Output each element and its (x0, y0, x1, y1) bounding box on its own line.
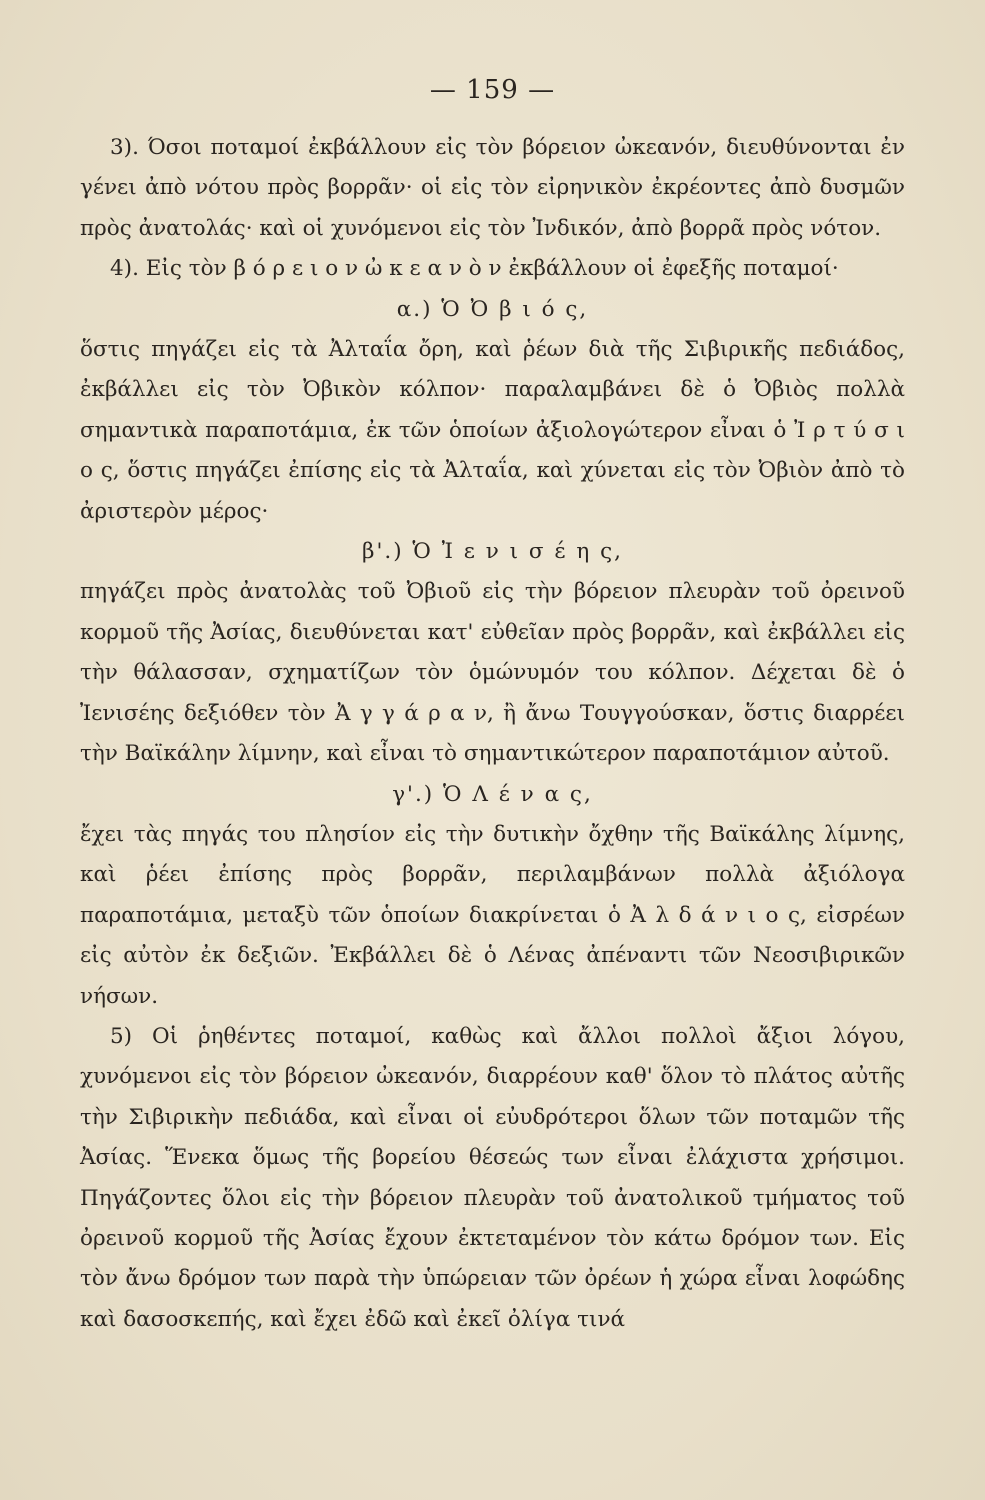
paragraph-lena: ἔχει τὰς πηγάς του πλησίον εἰς τὴν δυτικὴν ὄχθην τῆς Βαϊκάλης λίμνης, καὶ ῥέει ἐπίσης πρὸς βορρᾶν, περιλαμβάνων πολλὰ ἀξιόλογα παραποτάμια, μεταξὺ τῶν ὁποίων διακρίνεται ὁ Ἀ λ δ ά ν ι ο ς, εἰσρέων εἰς αὐτὸν ἐκ δεξιῶν. Ἐκβάλλει δὲ ὁ Λένας ἀπέναντι τῶν Νεοσιβιρικῶν νήσων. (80, 821, 905, 1009)
heading-obi: α.) Ὁ Ὀ β ι ό ς, (396, 296, 589, 322)
page-number: — 159 — (429, 75, 556, 105)
heading-yenisei: β'.) Ὁ Ἰ ε ν ι σ έ η ς, (362, 539, 623, 565)
paragraph-obi: ὅστις πηγάζει εἰς τὰ Ἀλταΐα ὄρη, καὶ ῥέων διὰ τῆς Σιβιρικῆς πεδιάδος, ἐκβάλλει εἰς τὸν Ὀβικὸν κόλπον· παραλαμβάνει δὲ ὁ Ὀβιὸς πολλὰ σημαντικὰ παραποτάμια, ἐκ τῶν ὁποίων ἀξιολογώτερον εἶναι ὁ Ἰ ρ τ ύ σ ι ο ς, ὅστις πηγάζει ἐπίσης εἰς τὰ Ἀλταΐα, καὶ χύνεται εἰς τὸν Ὀβιὸν ἀπὸ τὸ ἀριστερὸν μέρος· (80, 337, 905, 524)
paragraph-4: 4). Εἰς τὸν β ό ρ ε ι ο ν ὠ κ ε α ν ὸ ν ἐκβάλλουν οἱ ἐφεξῆς ποταμοί· (110, 256, 839, 282)
page-text (80, 128, 905, 1340)
heading-lena: γ'.) Ὁ Λ έ ν α ς, (392, 781, 593, 807)
paragraph-yenisei: πηγάζει πρὸς ἀνατολὰς τοῦ Ὀβιοῦ εἰς τὴν βόρειον πλευρὰν τοῦ ὀρεινοῦ κορμοῦ τῆς Ἀσίας, διευθύνεται κατ' εὐθεῖαν πρὸς βορρᾶν, καὶ ἐκβάλλει εἰς τὴν θάλασσαν, σχηματίζων τὸν ὁμώνυμόν του κόλπον. Δέχεται δὲ ὁ Ἰενισέης δεξιόθεν τὸν Ἀ γ γ ά ρ α ν, ἢ ἄνω Τουγγούσκαν, ὅστις διαρρέει τὴν Βαϊκάλην λίμνην, καὶ εἶναι τὸ σημαντικώτερον παραποτάμιον αὐτοῦ. (80, 579, 905, 767)
paragraph-5: 5) Οἱ ῥηθέντες ποταμοί, καθὼς καὶ ἄλλοι πολλοὶ ἄξιοι λόγου, χυνόμενοι εἰς τὸν βόρειον ὠκεανόν, διαρρέουν καθ' ὅλον τὸ πλάτος αὐτῆς τὴν Σιβιρικὴν πεδιάδα, καὶ εἶναι οἱ εὐυδρότεροι ὅλων τῶν ποταμῶν τῆς Ἀσίας. Ἕνεκα ὅμως τῆς βορείου θέσεώς των εἶναι ἐλάχιστα χρήσιμοι. Πηγάζοντες ὅλοι εἰς τὴν βόρειον πλευρὰν τοῦ ἀνατολικοῦ τμήματος τοῦ ὀρεινοῦ κορμοῦ τῆς Ἀσίας ἔχουν ἐκτεταμένον τὸν κάτω δρόμον των. Εἰς τὸν ἄνω δρόμον των παρὰ τὴν ὑπώρειαν τῶν ὀρέων ἡ χώρα εἶναι λοφώδης καὶ δασοσκεπής, καὶ ἔχει ἐδῶ καὶ ἐκεῖ ὀλίγα τινά (80, 1023, 905, 1332)
paragraph-3: 3). Όσοι ποταμοί ἐκβάλλουν εἰς τὸν βόρειον ὠκεανόν, διευθύνονται ἐν γένει ἀπὸ νότου πρὸς βορρᾶν· οἱ εἰς τὸν εἰρηνικὸν ἐκρέοντες ἀπὸ δυσμῶν πρὸς ἀνατολάς· καὶ οἱ χυνόμενοι εἰς τὸν Ἰνδικόν, ἀπὸ βορρᾶ πρὸς νότον. (80, 135, 905, 241)
